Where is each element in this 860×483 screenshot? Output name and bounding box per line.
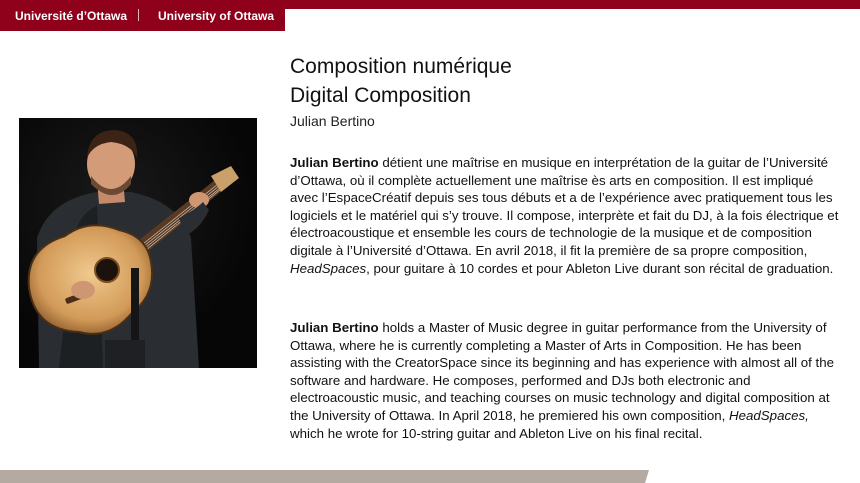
university-name-fr: Université d’Ottawa: [15, 8, 128, 23]
author-name: Julian Bertino: [290, 113, 375, 129]
bio-en-text-1: holds a Master of Music degree in guitar performance from the University of Ottawa, where he is currently completing a Master of Arts in Composition. He has been assisting with the CreatorSpace since its beginning and has experience with almost all of the software and hardware. He composes, performed and DJs both electronic and electroacoustic music, and teaching courses on music technology and digital composition at the University of Ottawa. In April 2018, he premiered his own composition,: [290, 320, 834, 423]
page-title-en: Digital Composition: [290, 84, 471, 107]
footer-band-cutout: [645, 470, 860, 483]
guitarist-photo: [19, 118, 257, 368]
university-header-tab: [0, 0, 285, 31]
bio-en-text-2: which he wrote for 10-string guitar and Ableton Live on his final recital.: [290, 425, 703, 441]
bio-en-name: Julian Bertino: [290, 320, 379, 335]
university-name-en: University of Ottawa: [158, 8, 275, 23]
bio-fr-text-1: détient une maîtrise en musique en interprétation de la guitar de l’Université d’Ottawa, où il complète actuellement une maîtrise ès arts en composition. Il est impliqué avec l’EspaceCréatif depuis ses tous débuts et a de l’expérience avec pratiquement tous les logiciels et le matériel qui s’y trouve. Il compose, interprète et fait du DJ, à la fois électrique et électroacoustique et ensemble les cours de technologie de la musique et de composition digitale à l’Université d’Ottawa. En avril 2018, il fit la première de sa propre composition,: [290, 155, 839, 258]
biography-en: [290, 319, 842, 442]
bio-fr-name: Julian Bertino: [290, 155, 379, 170]
bio-fr-text-2: , pour guitare à 10 cordes et pour Ableton Live durant son récital de graduation.: [366, 260, 834, 276]
page-title-fr: Composition numérique: [290, 55, 512, 78]
biography-fr: [290, 154, 842, 277]
bio-en-work-title: HeadSpaces,: [729, 407, 809, 423]
bio-fr-work-title: HeadSpaces: [290, 260, 367, 276]
header-separator: [138, 9, 139, 21]
guitarist-illustration: [19, 118, 257, 368]
